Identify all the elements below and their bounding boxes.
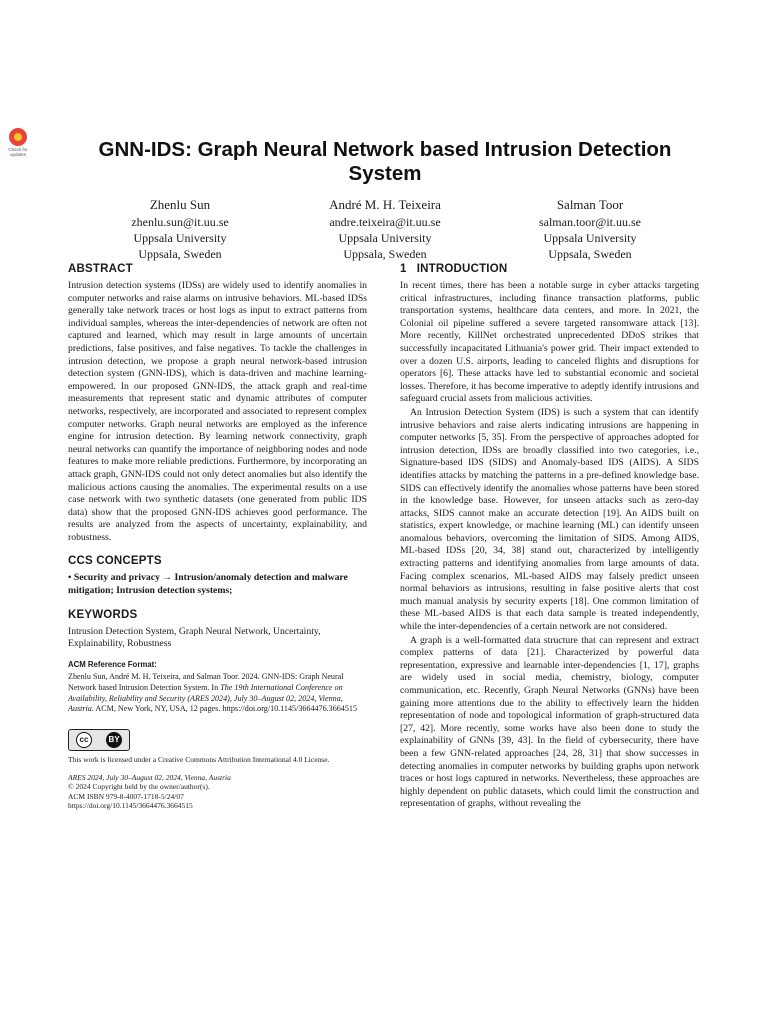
footer-copyright: © 2024 Copyright held by the owner/author(s). — [68, 782, 210, 792]
author-name: Zhenlu Sun — [149, 197, 211, 212]
right-column — [400, 262, 699, 811]
acm-reference-plain: Zhenlu Sun, André M. H. Teixeira, and Salman Toor. 2024. GNN-IDS: Graph Neural Network based Intrusion Detection System. In — [68, 672, 344, 693]
author-affiliation: Uppsala University — [133, 231, 227, 245]
acm-reference-doi[interactable]: ACM, New York, NY, USA, 12 pages. https://doi.org/10.1145/3664476.3664515 — [93, 704, 357, 714]
cc-icon: cc — [76, 732, 92, 748]
author-email[interactable]: andre.teixeira@it.uu.se — [329, 215, 441, 229]
badge-text: Check for updates — [8, 147, 28, 157]
license-text: This work is licensed under a Creative Commons Attribution International 4.0 License. — [68, 754, 330, 764]
intro-paragraph: A graph is a well-formatted data structure that can represent and extract complex patterns of data [21]. Characterized by powerful data representation, expressive and learnable inter-dependencies [1, 17], graphs are widely used in social media, chemistry, biology, computer communication, etc. Recently, Graph Neural Networks (GNNs) have been gaining more attentions due to the ability to effectively learn the hidden representation of node and topological information of graph-structured data [27, 42]. More recently, some works have also been done to study the explainability of GNNs [39, 43]. In the field of cybersecurity, there have been a few GNN-related approaches [24, 28, 31] that show successes in detecting anomalies in computer networks by building graphs upon network traces or host logs captured in networks. Nevertheless, these approaches are highly dependent on public datasets, which could limit the construction and representation of graphs, without revealing the — [400, 634, 699, 810]
author-affiliation: Uppsala University — [543, 231, 637, 245]
acm-reference-venue: The 19th International Conference on Availability, Reliability and Security (ARES 2024), July 30–August 02, 2024, Vienna, Austria. — [68, 683, 343, 714]
author-block — [490, 196, 690, 262]
author-email[interactable]: salman.toor@it.uu.se — [538, 215, 642, 229]
author-block — [285, 196, 485, 262]
author-location: Uppsala, Sweden — [548, 247, 632, 261]
check-updates-icon — [9, 128, 27, 146]
intro-paragraph: In recent times, there has been a notable surge in cyber attacks targeting critical infrastructures, including finance transaction platforms, public transportation systems, healthcare data centers, and more. In 2021, the Colonial oil pipeline suffered a severe targeted ransomware attack [13]. More recently, KillNet orchestrated unprecedented DDoS strikes that successfully incapacitated Lithuania's power grid. Their impact extended to over a dozen U.S. airports, leading to canceled flights and disruptions for operators [6]. These attacks have led to substantial economic and societal losses. Therefore, it has become imperative to adeptly identify intrusions and safeguard crucial assets from malicious activities. — [400, 280, 699, 405]
keywords-section — [68, 608, 367, 651]
keywords-text: Intrusion Detection System, Graph Neural Network, Uncertainty, Explainability, Robustness — [68, 625, 321, 650]
acm-reference — [68, 659, 367, 715]
ccs-text: • Security and privacy → Intrusion/anomaly detection and malware mitigation; Intrusion detection systems; — [68, 572, 348, 597]
author-email[interactable]: zhenlu.sun@it.uu.se — [131, 215, 229, 229]
check-for-updates-badge[interactable] — [2, 128, 34, 160]
acm-reference-text — [68, 672, 367, 714]
cc-license-logo[interactable] — [68, 729, 130, 751]
author-location: Uppsala, Sweden — [343, 247, 427, 261]
copyright-footer — [68, 773, 367, 811]
keywords-heading: KEYWORDS — [68, 608, 138, 621]
footer-venue: ARES 2024, July 30–August 02, 2024, Vienna, Austria — [68, 772, 231, 782]
intro-paragraph: An Intrusion Detection System (IDS) is such a system that can identify intrusive behaviors and raise alerts indicating intrusions are happening in computer networks [5, 35]. From the perspective of approaches adopted for intrusion detection, IDSs are broadly classified into two categories, i.e., Signature-based IDS (SIDS) and Anomaly-based IDS (AIDS). A SIDS identifies attacks by matching the patterns in a pre-defined knowledge base. SIDS can effectively identify the anomalies whose patterns have been stored in the knowledge base. However, for unseen attacks such as zero-day attacks, SIDS cannot make an accurate detection [19]. An AIDS built on statistics, expert knowledge, or machine learning (ML) can identify unseen anomalous behaviors, overcoming the limitation of SIDS. Among AIDS, ML-based IDSs [20, 34, 38] stand out, characterized by intelligently extracting patterns and identifying anomalies from large amounts of data. Facing complex scenarios, ML-based AIDS may falsely predict unseen normal behaviors as intrusions, resulting in false positive alerts that cost much manual analysis by security experts [18]. One common limitation of these ML-based AIDS is that each data sample is treated independently, while the inter-dependencies of a certain network are not considered. — [400, 406, 699, 633]
author-name: André M. H. Teixeira — [329, 197, 441, 212]
acm-reference-heading: ACM Reference Format: — [68, 659, 157, 669]
ccs-heading: CCS CONCEPTS — [68, 555, 162, 568]
left-column — [68, 262, 367, 811]
paper-title: GNN-IDS: Graph Neural Network based Intrusion Detection System — [98, 138, 672, 185]
author-location: Uppsala, Sweden — [138, 247, 222, 261]
abstract-text: Intrusion detection systems (IDSs) are widely used to identify anomalies in computer networks and raise alarms on intrusive behaviors. ML-based IDSs generally take network traces or host logs as input to extract patterns from individual samples, whereas the inter-dependencies of network are often not captured and learned, which may result in large amounts of uncertain predictions, false positives, and false negatives. To tackle the challenges in intrusion detection, we propose a graph neural network-based intrusion detection system (GNN-IDS), which is data-driven and machine learning-empowered. In our proposed GNN-IDS, the attack graph and real-time measurements that represent static and dynamic attributes of computer networks, respectively, are incorporated and associated to represent complex computer networks. Graph neural networks are employed as the inference engine for intrusion detection. By learning network connectivity, graph neural networks can quantify the importance of neighboring nodes and node features to make more reliable predictions. Furthermore, by incorporating an attack graph, GNN-IDS could not only detect anomalies but also identify the malicious actions causing the anomalies. The experimental results on a use case network with two synthetic datasets (one generated from public IDS data) show that the proposed GNN-IDS achieves good performance. The results are analyzed from the aspects of uncertainty, explainability, and robustness. — [68, 280, 367, 543]
footer-doi[interactable]: https://doi.org/10.1145/3664476.3664515 — [68, 801, 193, 811]
abstract-heading: ABSTRACT — [68, 263, 133, 275]
footer-isbn: ACM ISBN 979-8-4007-1718-5/24/07 — [68, 791, 184, 801]
author-name: Salman Toor — [556, 197, 624, 212]
abstract-section — [68, 262, 367, 544]
ccs-section — [68, 554, 367, 597]
introduction-heading: 1 INTRODUCTION — [400, 263, 508, 275]
author-block — [80, 196, 280, 262]
by-icon: BY — [106, 732, 122, 748]
author-affiliation: Uppsala University — [338, 231, 432, 245]
